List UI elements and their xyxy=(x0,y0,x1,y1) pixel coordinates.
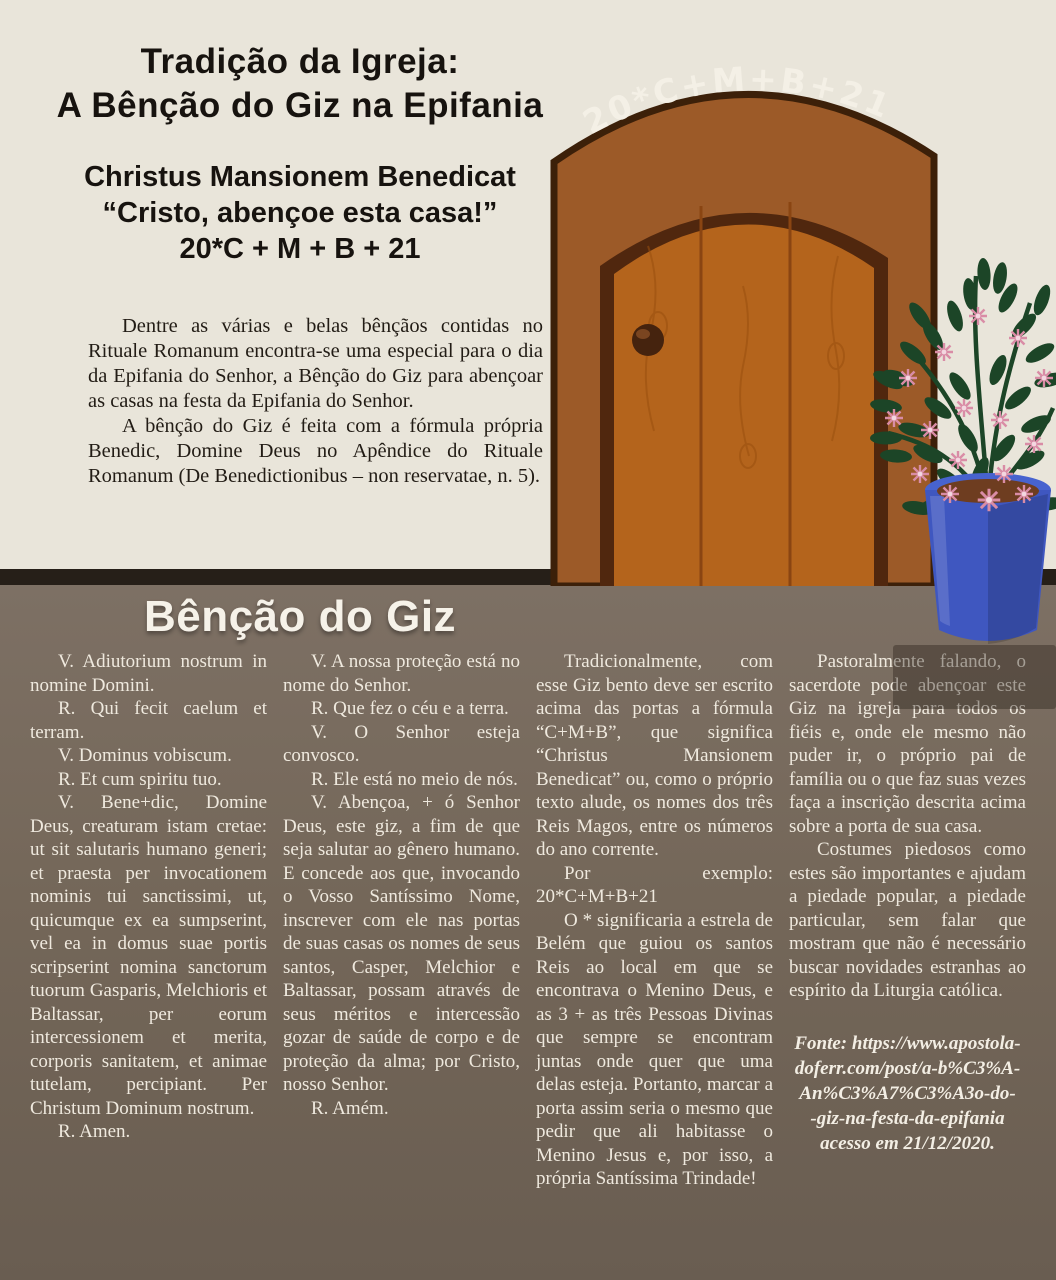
response: R. Amen. xyxy=(58,1121,131,1142)
versicle: V. O Senhor esteja convosco. xyxy=(283,721,520,766)
intro-text xyxy=(88,314,543,489)
blessing-prayer-latin: V. Bene+dic, Domine Deus, creaturam istam cretae: ut sit salutaris humano generi; et praesta per invocationem nominis tui sanctissimi, ut, quicumque ex ea sumpserint, vel ea in domus suae portis scripserint nomina sanctorum tuorum Gasparis, Melchioris et Baltassar, per eorum intercessionem et merita, corporis sanitatem, et animae tutelam, percipiant. Per Christum Dominum nostrum. xyxy=(30,792,267,1119)
page-title xyxy=(18,40,582,128)
title-line-1: Tradição da Igreja: xyxy=(140,42,460,81)
column-portuguese-prayer xyxy=(283,650,520,1191)
doorknob xyxy=(632,324,664,356)
subtitle-latin: Christus Mansionem Benedicat xyxy=(84,161,516,193)
chalk-inscription: 20*C+M+B+21 xyxy=(576,58,898,143)
column-pastoral-note xyxy=(789,650,1026,1191)
source-line: Fonte: https://www.apostola- xyxy=(794,1032,1021,1054)
pastoral-paragraph: Pastoralmente falando, o sacerdote pode abençoar este Giz na igreja para todos os fiéis e, onde ele mesmo não puder ir, o próprio pai de família ou o que faz suas vezes faça a inscrição descrita acima sobre a porta de sua casa. xyxy=(789,651,1026,837)
response: R. Qui fecit caelum et terram. xyxy=(30,698,267,743)
source-citation xyxy=(789,1031,1026,1156)
example-label: Por exemplo: xyxy=(564,862,773,884)
plant-illustration xyxy=(858,258,1056,670)
prayer-columns xyxy=(30,650,1026,1191)
customs-paragraph: Costumes piedosos como estes são importantes e ajudam a piedade popular, a piedade particular, sem falar que mostram que não é necessário buscar novidades estranhas ao espírito da Liturgia católica. xyxy=(789,839,1026,1001)
subtitle-formula: 20*C + M + B + 21 xyxy=(179,232,421,265)
intro-paragraph-2: A bênção do Giz é feita com a fórmula própria Benedic, Domine Deus no Apêndice do Rituale Romanum (De Benedictionibus – non reservatae, n. 5). xyxy=(88,415,543,487)
section-heading: Bênção do Giz xyxy=(143,592,457,641)
source-line: acesso em 21/12/2020. xyxy=(820,1132,995,1154)
response: R. Et cum spiritu tuo. xyxy=(58,768,222,790)
subtitle-translation: “Cristo, abençoe esta casa!” xyxy=(102,196,498,229)
latin-subtitle xyxy=(18,160,582,268)
versicle: V. A nossa proteção está no nome do Senhor. xyxy=(283,651,520,696)
column-explanation-cmb xyxy=(536,650,773,1191)
versicle: V. Dominus vobiscum. xyxy=(58,745,232,766)
column-latin-prayer xyxy=(30,650,267,1191)
source-line: -giz-na-festa-da-epifania xyxy=(810,1107,1005,1129)
title-line-2: A Bênção do Giz na Epifania xyxy=(56,86,544,126)
source-line: doferr.com/post/a-b%C3%A- xyxy=(794,1057,1021,1079)
intro-paragraph-1: Dentre as várias e belas bênçãos contidas no Rituale Romanum encontra-se uma especial para o dia da Epifania do Senhor, a Bênção do Giz para abençoar as casas na festa da Epifania do Senhor. xyxy=(88,315,543,412)
door-leaf xyxy=(614,224,874,586)
blessing-prayer-portuguese: V. Abençoa, + ó Senhor Deus, este giz, a fim de que seja salutar ao gênero humano. E concede aos que, invocando o Vosso Santíssimo Nome, inscrever com ele nas portas de suas casas os nomes de seus santos, Casper, Melchior e Baltassar, possam através de seus méritos e intercessão gozar de saúde de corpo e de proteção da alma; por Cristo, nosso Senhor. xyxy=(283,792,520,1095)
response: R. Amém. xyxy=(311,1097,389,1119)
versicle: V. Adiutorium nostrum in nomine Domini. xyxy=(30,651,267,696)
source-line: An%C3%A7%C3%A3o-do- xyxy=(799,1082,1016,1104)
response: R. Que fez o céu e a terra. xyxy=(311,698,509,719)
example-formula: 20*C+M+B+21 xyxy=(536,886,658,907)
response: R. Ele está no meio de nós. xyxy=(311,768,518,790)
symbolism-paragraph: O * significaria a estrela de Belém que guiou os santos Reis ao local em que se encontrava o Menino Deus, e as 3 + as três Pessoas Divinas que sempre se encontram juntas onde quer que uma delas esteja. Portanto, marcar a porta assim seria o mesmo que pedir que ali habitasse o Menino Jesus e, por isso, a própria Santíssima Trindade! xyxy=(536,909,773,1189)
explanation-paragraph: Tradicionalmente, com esse Giz bento deve ser escrito acima das portas a fórmula “C+M+B”, que significa “Christus Mansionem Benedicat” ou, como o próprio texto alude, os nomes dos três Reis Magos, entre os números do ano corrente. xyxy=(536,651,773,860)
